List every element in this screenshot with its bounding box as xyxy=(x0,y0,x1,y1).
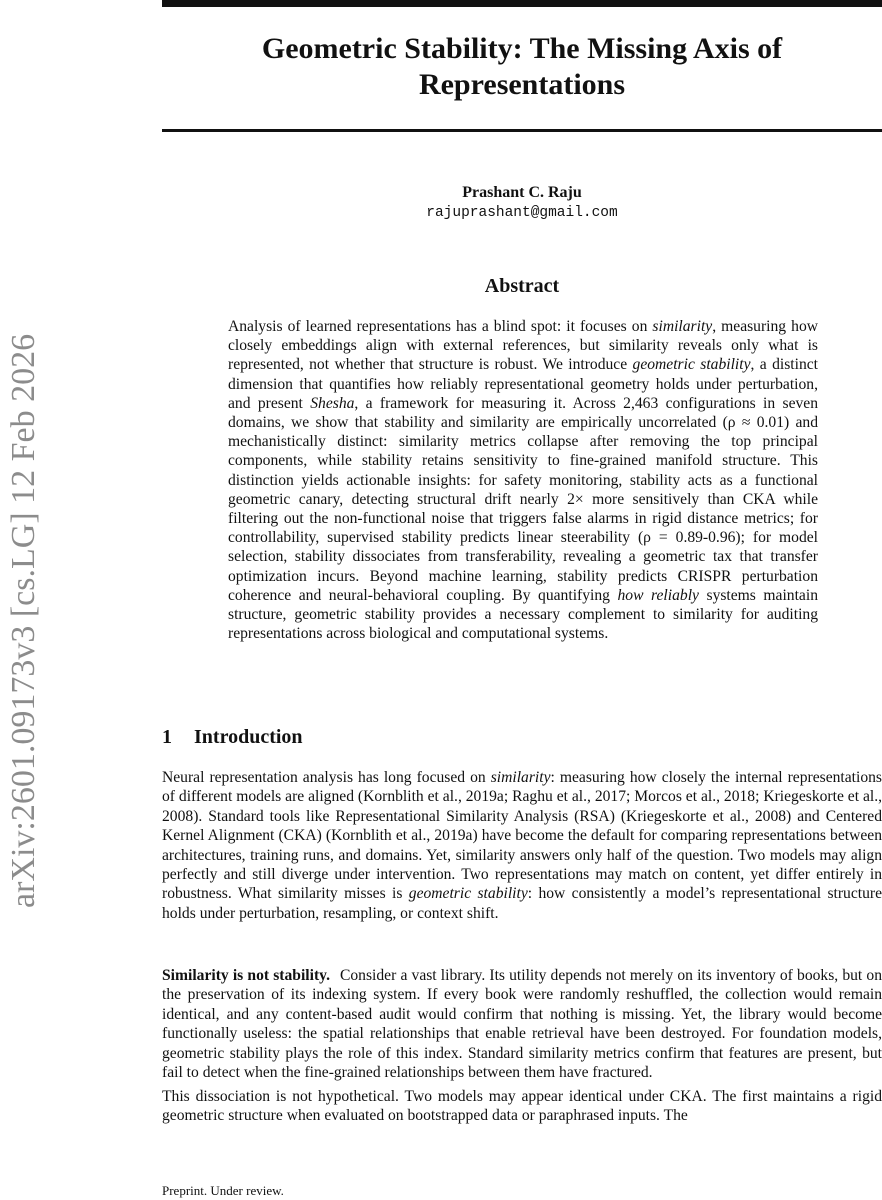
intro-paragraph-2 xyxy=(162,966,882,1082)
author-block xyxy=(162,183,882,223)
section-title: Introduction xyxy=(194,726,303,748)
intro-paragraph-1 xyxy=(162,768,882,923)
section-heading xyxy=(162,724,882,750)
paragraph-segment: : measuring how closely the internal representations of different models are aligned (Kornblith et al., 2019a; Raghu et al., 2017; Morcos et al., 2018; Kriegeskorte et al., 2008). Standard tools like Representational Similarity Analysis (RSA) (Kriegeskorte et al., 2008) and Centered Kernel Alignment (CKA) (Kornblith et al., 2019a) have become the default for comparing representations between architectures, training runs, and domains. Yet, similarity answers only half of the question. Two models may align perfectly and still diverge under intervention. Two representations may match on content, yet differ entirely in robustness. What similarity misses is xyxy=(162,769,882,903)
paragraph-segment: : how consistently a model’s representational structure holds under perturbation, resampling, or context shift. xyxy=(162,885,882,922)
title-bottom-rule xyxy=(162,129,882,132)
abstract-emphasis: Shesha xyxy=(310,394,355,412)
abstract-emphasis: how reliably xyxy=(617,586,699,604)
abstract-segment: , a distinct dimension that quantifies how reliably representational geometry holds under perturbation, and present xyxy=(228,356,819,412)
abstract-emphasis: geometric stability xyxy=(632,356,751,374)
paragraph-segment: This dissociation is not hypothetical. Two models may appear identical under CKA. The first maintains a rigid geometric structure when evaluated on bootstrapped data or paraphrased inputs. The xyxy=(162,1088,882,1125)
title-line-2: Representations xyxy=(418,68,626,101)
page-footer: Preprint. Under review. xyxy=(162,1183,284,1198)
abstract-segment: , a framework for measuring it. Across 2,463 configurations in seven domains, we show that stability and similarity are empirically uncorrelated (ρ ≈ 0.01) and mechanistically distinct: similarity metrics collapse after removing the top principal components, while stability retains sensitivity to fine-grained manifold structure. This distinction yields actionable insights: for safety monitoring, stability acts as a functional geometric canary, detecting structural drift nearly 2× more sensitively than CKA while filtering out the non-functional noise that triggers false alarms in rigid distance metrics; for controllability, supervised stability predicts linear steerability (ρ = 0.89-0.96); for model selection, stability dissociates from transferability, revealing a geometric tax that transfer optimization incurs. Beyond machine learning, stability predicts CRISPR perturbation coherence and neural-behavioral coupling. By quantifying xyxy=(228,394,819,604)
paragraph-heading: Similarity is not stability. xyxy=(162,967,330,984)
abstract-heading: Abstract xyxy=(484,275,560,297)
paragraph-segment: Consider a vast library. Its utility depends not merely on its inventory of books, but on the preservation of its indexing system. If every book were randomly reshuffled, the collection would remain identical, and any content-based audit would confirm that nothing is missing. Yet, the library would become functionally useless: the spatial relationships that enable retrieval have been destroyed. For foundation models, geometric stability plays the role of this index. Standard similarity metrics confirm that features are present, but fail to detect when the fine-grained relationships between them have fractured. xyxy=(162,967,882,1082)
abstract-emphasis: similarity xyxy=(652,318,713,335)
intro-paragraph-3 xyxy=(162,1087,882,1126)
paragraph-segment: Neural representation analysis has long focused on xyxy=(162,769,491,786)
abstract-segment: systems maintain structure, geometric stability provides a necessary complement to similarity for auditing representations across biological and computational systems. xyxy=(228,586,818,643)
author-name: Prashant C. Raju xyxy=(462,184,582,201)
author-email: rajuprashant@gmail.com xyxy=(426,205,618,221)
abstract-segment: , measuring how closely embeddings align with external references, but similarity reveals only what is represented, not whether that structure is robust. We introduce xyxy=(228,318,818,374)
abstract-segment: Analysis of learned representations has a blind spot: it focuses on xyxy=(228,318,653,335)
top-rule xyxy=(162,0,882,7)
paragraph-emphasis: similarity xyxy=(490,769,551,786)
section-number: 1 xyxy=(162,726,172,748)
paragraph-emphasis: geometric stability xyxy=(408,885,528,903)
title-line-1: Geometric Stability: The Missing Axis of xyxy=(261,32,783,65)
abstract-text xyxy=(228,317,818,643)
paper-title xyxy=(162,31,882,103)
arxiv-identifier: arXiv:2601.09173v3 [cs.LG] 12 Feb 2026 xyxy=(5,333,42,908)
